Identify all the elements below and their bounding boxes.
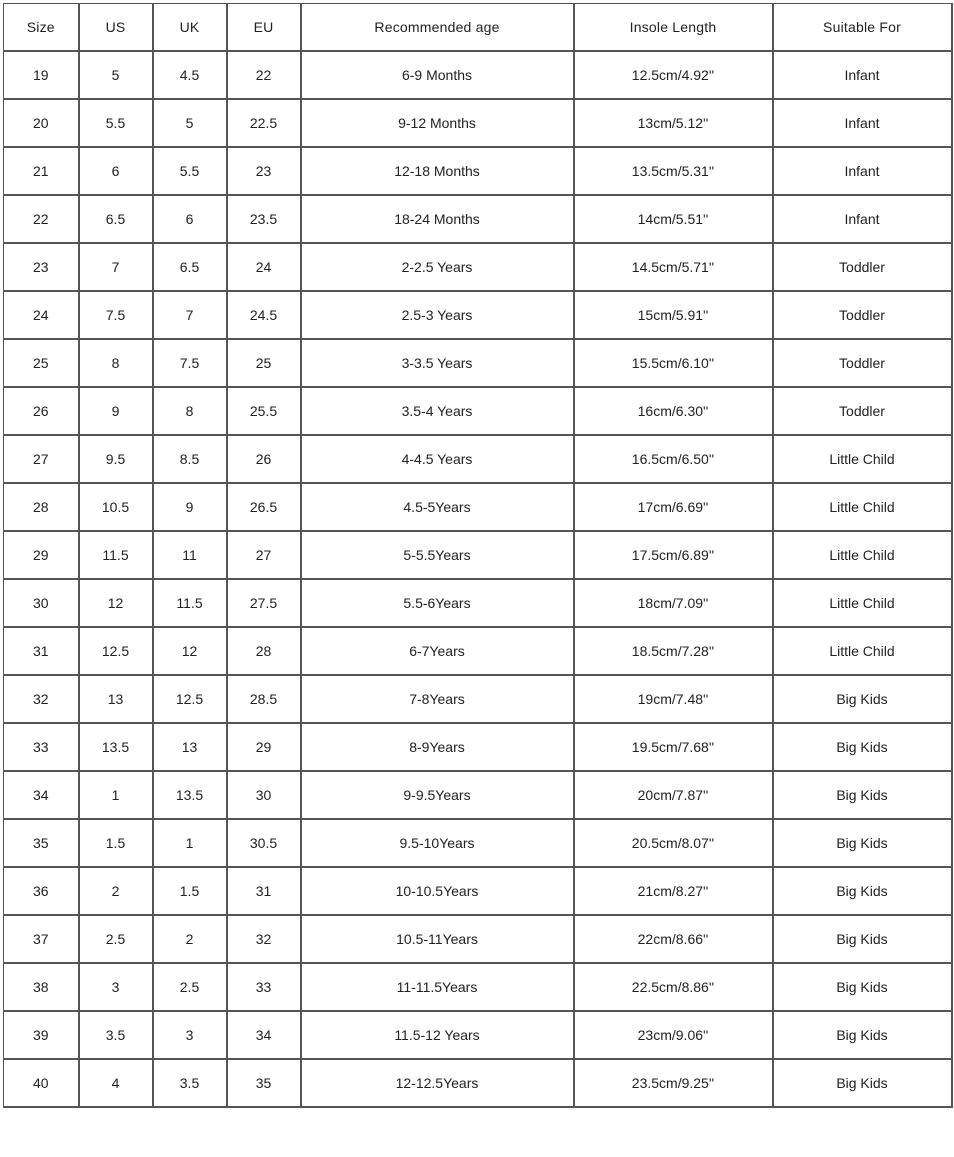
eu-cell: 24.5 [227,291,301,339]
us-cell: 2.5 [79,915,153,963]
size-cell: 29 [4,531,79,579]
suitable-for-cell: Little Child [773,435,952,483]
suitable-for-cell: Little Child [773,579,952,627]
recommended-age-cell: 12-12.5Years [301,1059,574,1107]
uk-cell: 5 [153,99,227,147]
eu-cell: 31 [227,867,301,915]
suitable-for-cell: Toddler [773,291,952,339]
size-cell: 27 [4,435,79,483]
table-row [4,99,952,147]
table-row [4,963,952,1011]
size-cell: 19 [4,51,79,99]
size-cell: 34 [4,771,79,819]
insole-length-cell: 23.5cm/9.25'' [574,1059,773,1107]
table-row [4,243,952,291]
size-cell: 26 [4,387,79,435]
uk-cell: 1 [153,819,227,867]
table-row [4,51,952,99]
eu-cell: 23 [227,147,301,195]
size-cell: 22 [4,195,79,243]
suitable-for-cell: Toddler [773,387,952,435]
us-cell: 5.5 [79,99,153,147]
size-chart-table [3,3,953,1108]
size-cell: 30 [4,579,79,627]
uk-cell: 3 [153,1011,227,1059]
us-cell: 3.5 [79,1011,153,1059]
recommended-age-cell: 7-8Years [301,675,574,723]
us-cell: 7.5 [79,291,153,339]
recommended-age-cell: 12-18 Months [301,147,574,195]
suitable-for-cell: Big Kids [773,819,952,867]
table-row [4,579,952,627]
eu-cell: 32 [227,915,301,963]
eu-cell: 28.5 [227,675,301,723]
suitable-for-cell: Infant [773,147,952,195]
recommended-age-cell: 10-10.5Years [301,867,574,915]
us-cell: 1 [79,771,153,819]
us-cell: 9 [79,387,153,435]
us-cell: 7 [79,243,153,291]
insole-length-cell: 20.5cm/8.07'' [574,819,773,867]
suitable-for-cell: Big Kids [773,915,952,963]
insole-length-cell: 22.5cm/8.86'' [574,963,773,1011]
size-cell: 21 [4,147,79,195]
uk-cell: 13.5 [153,771,227,819]
uk-cell: 2.5 [153,963,227,1011]
suitable-for-cell: Infant [773,195,952,243]
uk-cell: 3.5 [153,1059,227,1107]
recommended-age-cell: 5.5-6Years [301,579,574,627]
insole-length-cell: 15.5cm/6.10'' [574,339,773,387]
table-row [4,867,952,915]
insole-length-cell: 16cm/6.30'' [574,387,773,435]
us-cell: 9.5 [79,435,153,483]
table-row [4,915,952,963]
uk-cell: 8 [153,387,227,435]
us-cell: 2 [79,867,153,915]
recommended-age-cell: 3.5-4 Years [301,387,574,435]
table-row [4,675,952,723]
uk-cell: 12.5 [153,675,227,723]
recommended-age-cell: 9-12 Months [301,99,574,147]
us-cell: 6 [79,147,153,195]
size-cell: 37 [4,915,79,963]
uk-cell: 7 [153,291,227,339]
eu-cell: 26 [227,435,301,483]
uk-cell: 2 [153,915,227,963]
table-row [4,723,952,771]
suitable-for-cell: Big Kids [773,1059,952,1107]
header-size: Size [4,4,79,52]
recommended-age-cell: 18-24 Months [301,195,574,243]
table-row [4,339,952,387]
header-uk: UK [153,4,227,52]
recommended-age-cell: 3-3.5 Years [301,339,574,387]
table-row [4,483,952,531]
header-recommended-age: Recommended age [301,4,574,52]
header-suitable-for: Suitable For [773,4,952,52]
header-eu: EU [227,4,301,52]
table-row [4,291,952,339]
us-cell: 8 [79,339,153,387]
table-row [4,627,952,675]
eu-cell: 26.5 [227,483,301,531]
us-cell: 12 [79,579,153,627]
suitable-for-cell: Little Child [773,531,952,579]
eu-cell: 27 [227,531,301,579]
insole-length-cell: 14.5cm/5.71'' [574,243,773,291]
recommended-age-cell: 10.5-11Years [301,915,574,963]
suitable-for-cell: Little Child [773,627,952,675]
suitable-for-cell: Toddler [773,339,952,387]
recommended-age-cell: 9-9.5Years [301,771,574,819]
eu-cell: 29 [227,723,301,771]
eu-cell: 22 [227,51,301,99]
suitable-for-cell: Big Kids [773,1011,952,1059]
eu-cell: 33 [227,963,301,1011]
table-body [4,51,952,1107]
table-header [4,4,952,52]
eu-cell: 25 [227,339,301,387]
eu-cell: 24 [227,243,301,291]
recommended-age-cell: 2.5-3 Years [301,291,574,339]
table-row [4,819,952,867]
uk-cell: 8.5 [153,435,227,483]
size-cell: 36 [4,867,79,915]
uk-cell: 4.5 [153,51,227,99]
table-row [4,1059,952,1107]
recommended-age-cell: 11.5-12 Years [301,1011,574,1059]
recommended-age-cell: 6-7Years [301,627,574,675]
insole-length-cell: 19cm/7.48'' [574,675,773,723]
insole-length-cell: 17.5cm/6.89'' [574,531,773,579]
insole-length-cell: 17cm/6.69'' [574,483,773,531]
suitable-for-cell: Infant [773,51,952,99]
size-cell: 20 [4,99,79,147]
insole-length-cell: 12.5cm/4.92'' [574,51,773,99]
us-cell: 12.5 [79,627,153,675]
us-cell: 13 [79,675,153,723]
uk-cell: 11.5 [153,579,227,627]
insole-length-cell: 14cm/5.51'' [574,195,773,243]
recommended-age-cell: 11-11.5Years [301,963,574,1011]
us-cell: 3 [79,963,153,1011]
table-row [4,531,952,579]
table-row [4,147,952,195]
suitable-for-cell: Infant [773,99,952,147]
size-cell: 31 [4,627,79,675]
insole-length-cell: 18.5cm/7.28'' [574,627,773,675]
uk-cell: 6.5 [153,243,227,291]
size-cell: 32 [4,675,79,723]
size-cell: 33 [4,723,79,771]
us-cell: 13.5 [79,723,153,771]
eu-cell: 25.5 [227,387,301,435]
insole-length-cell: 23cm/9.06'' [574,1011,773,1059]
us-cell: 1.5 [79,819,153,867]
eu-cell: 30.5 [227,819,301,867]
header-row [4,4,952,52]
size-cell: 24 [4,291,79,339]
uk-cell: 13 [153,723,227,771]
us-cell: 11.5 [79,531,153,579]
eu-cell: 28 [227,627,301,675]
size-cell: 35 [4,819,79,867]
eu-cell: 34 [227,1011,301,1059]
size-cell: 23 [4,243,79,291]
recommended-age-cell: 2-2.5 Years [301,243,574,291]
size-cell: 28 [4,483,79,531]
recommended-age-cell: 4-4.5 Years [301,435,574,483]
us-cell: 5 [79,51,153,99]
size-cell: 40 [4,1059,79,1107]
suitable-for-cell: Big Kids [773,771,952,819]
suitable-for-cell: Little Child [773,483,952,531]
uk-cell: 7.5 [153,339,227,387]
us-cell: 4 [79,1059,153,1107]
eu-cell: 23.5 [227,195,301,243]
size-cell: 38 [4,963,79,1011]
suitable-for-cell: Big Kids [773,675,952,723]
suitable-for-cell: Big Kids [773,963,952,1011]
insole-length-cell: 18cm/7.09'' [574,579,773,627]
uk-cell: 12 [153,627,227,675]
eu-cell: 35 [227,1059,301,1107]
insole-length-cell: 21cm/8.27'' [574,867,773,915]
table-row [4,771,952,819]
insole-length-cell: 22cm/8.66'' [574,915,773,963]
table-row [4,435,952,483]
recommended-age-cell: 9.5-10Years [301,819,574,867]
uk-cell: 6 [153,195,227,243]
eu-cell: 22.5 [227,99,301,147]
header-us: US [79,4,153,52]
suitable-for-cell: Toddler [773,243,952,291]
suitable-for-cell: Big Kids [773,723,952,771]
header-insole-length: Insole Length [574,4,773,52]
recommended-age-cell: 8-9Years [301,723,574,771]
uk-cell: 11 [153,531,227,579]
uk-cell: 1.5 [153,867,227,915]
insole-length-cell: 20cm/7.87'' [574,771,773,819]
us-cell: 6.5 [79,195,153,243]
recommended-age-cell: 6-9 Months [301,51,574,99]
insole-length-cell: 13.5cm/5.31'' [574,147,773,195]
insole-length-cell: 16.5cm/6.50'' [574,435,773,483]
insole-length-cell: 13cm/5.12'' [574,99,773,147]
recommended-age-cell: 5-5.5Years [301,531,574,579]
suitable-for-cell: Big Kids [773,867,952,915]
table-row [4,1011,952,1059]
uk-cell: 9 [153,483,227,531]
size-cell: 25 [4,339,79,387]
us-cell: 10.5 [79,483,153,531]
uk-cell: 5.5 [153,147,227,195]
size-cell: 39 [4,1011,79,1059]
recommended-age-cell: 4.5-5Years [301,483,574,531]
table-row [4,387,952,435]
eu-cell: 27.5 [227,579,301,627]
insole-length-cell: 19.5cm/7.68'' [574,723,773,771]
insole-length-cell: 15cm/5.91'' [574,291,773,339]
eu-cell: 30 [227,771,301,819]
table-row [4,195,952,243]
